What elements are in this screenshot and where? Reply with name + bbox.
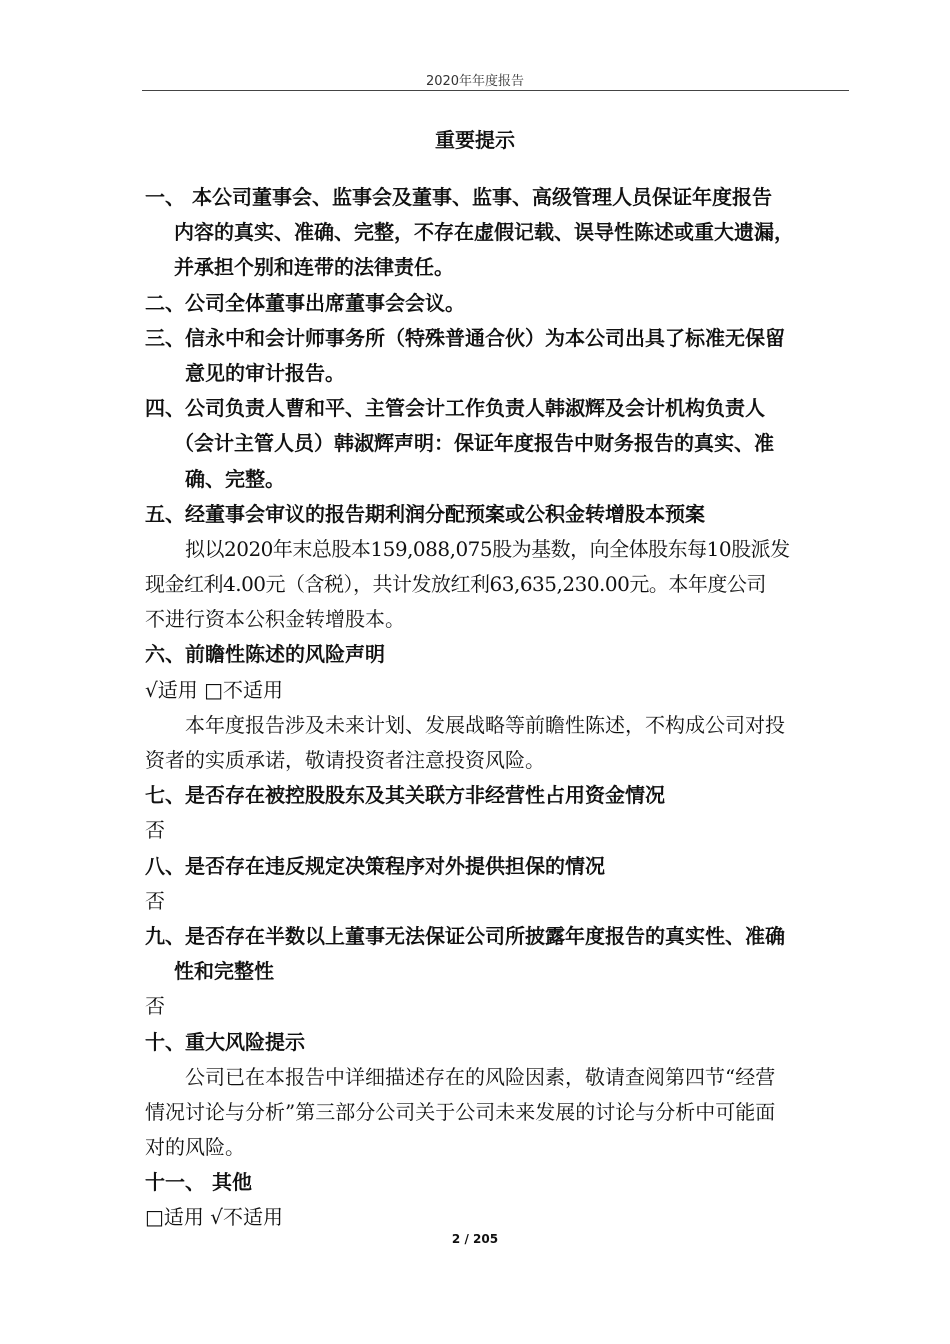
section-4-line-2: （会计主管人员）韩淑辉声明：保证年度报告中财务报告的真实、准 bbox=[174, 431, 774, 456]
section-5-paragraph-line-2: 现金红利4.00元（含税），共计发放红利63,635,230.00元。本年度公司 bbox=[145, 572, 766, 597]
section-6-applicability: √适用 □不适用 bbox=[145, 677, 283, 702]
section-4-line-1: 四、公司负责人曹和平、主管会计工作负责人韩淑辉及会计机构负责人 bbox=[145, 396, 765, 421]
section-5-heading: 五、经董事会审议的报告期利润分配预案或公积金转增股本预案 bbox=[145, 501, 705, 526]
section-1-line-2: 内容的真实、准确、完整，不存在虚假记载、误导性陈述或重大遗漏， bbox=[174, 220, 794, 245]
section-6-heading: 六、前瞻性陈述的风险声明 bbox=[145, 642, 385, 667]
section-6-paragraph-line-1: 本年度报告涉及未来计划、发展战略等前瞻性陈述，不构成公司对投 bbox=[185, 712, 785, 737]
page-number: 2 / 205 bbox=[451, 1232, 499, 1246]
document-body bbox=[145, 180, 851, 1236]
section-5-paragraph-line-3: 不进行资本公积金转增股本。 bbox=[145, 607, 405, 632]
section-5-paragraph-line-1: 拟以2020年末总股本159,088,075股为基数，向全体股东每10股派发 bbox=[185, 536, 790, 561]
section-10-heading: 十、重大风险提示 bbox=[145, 1029, 305, 1054]
section-9-heading-line-1: 九、是否存在半数以上董事无法保证公司所披露年度报告的真实性、准确 bbox=[145, 923, 785, 948]
section-10-paragraph-line-2: 情况讨论与分析”第三部分公司关于公司未来发展的讨论与分析中可能面 bbox=[145, 1099, 776, 1124]
section-11-applicability: □适用 √不适用 bbox=[145, 1205, 283, 1230]
section-9-answer: 否 bbox=[145, 994, 165, 1019]
section-2-heading: 二、公司全体董事出席董事会会议。 bbox=[145, 290, 465, 315]
section-1-line-1: 一、 本公司董事会、监事会及董事、监事、高级管理人员保证年度报告 bbox=[145, 185, 772, 209]
section-1-line-3: 并承担个别和连带的法律责任。 bbox=[174, 255, 454, 280]
section-4-line-3: 确、完整。 bbox=[185, 466, 285, 491]
section-3-line-1: 三、信永中和会计师事务所（特殊普通合伙）为本公司出具了标准无保留 bbox=[145, 325, 785, 350]
running-header: 2020年年度报告 bbox=[425, 74, 525, 89]
section-7-answer: 否 bbox=[145, 818, 165, 843]
section-11-heading: 十一、 其他 bbox=[145, 1170, 252, 1195]
section-10-paragraph-line-3: 对的风险。 bbox=[145, 1135, 245, 1160]
section-7-heading: 七、是否存在被控股股东及其关联方非经营性占用资金情况 bbox=[145, 783, 665, 808]
section-8-answer: 否 bbox=[145, 888, 165, 913]
section-3-line-2: 意见的审计报告。 bbox=[185, 360, 345, 385]
page-title: 重要提示 bbox=[435, 128, 515, 152]
section-6-paragraph-line-2: 资者的实质承诺，敬请投资者注意投资风险。 bbox=[145, 748, 545, 772]
section-8-heading: 八、是否存在违反规定决策程序对外提供担保的情况 bbox=[145, 853, 605, 878]
section-9-heading-line-2: 性和完整性 bbox=[174, 959, 274, 984]
section-10-paragraph-line-1: 公司已在本报告中详细描述存在的风险因素，敬请查阅第四节“经营 bbox=[185, 1064, 776, 1089]
header-rule bbox=[142, 90, 849, 91]
